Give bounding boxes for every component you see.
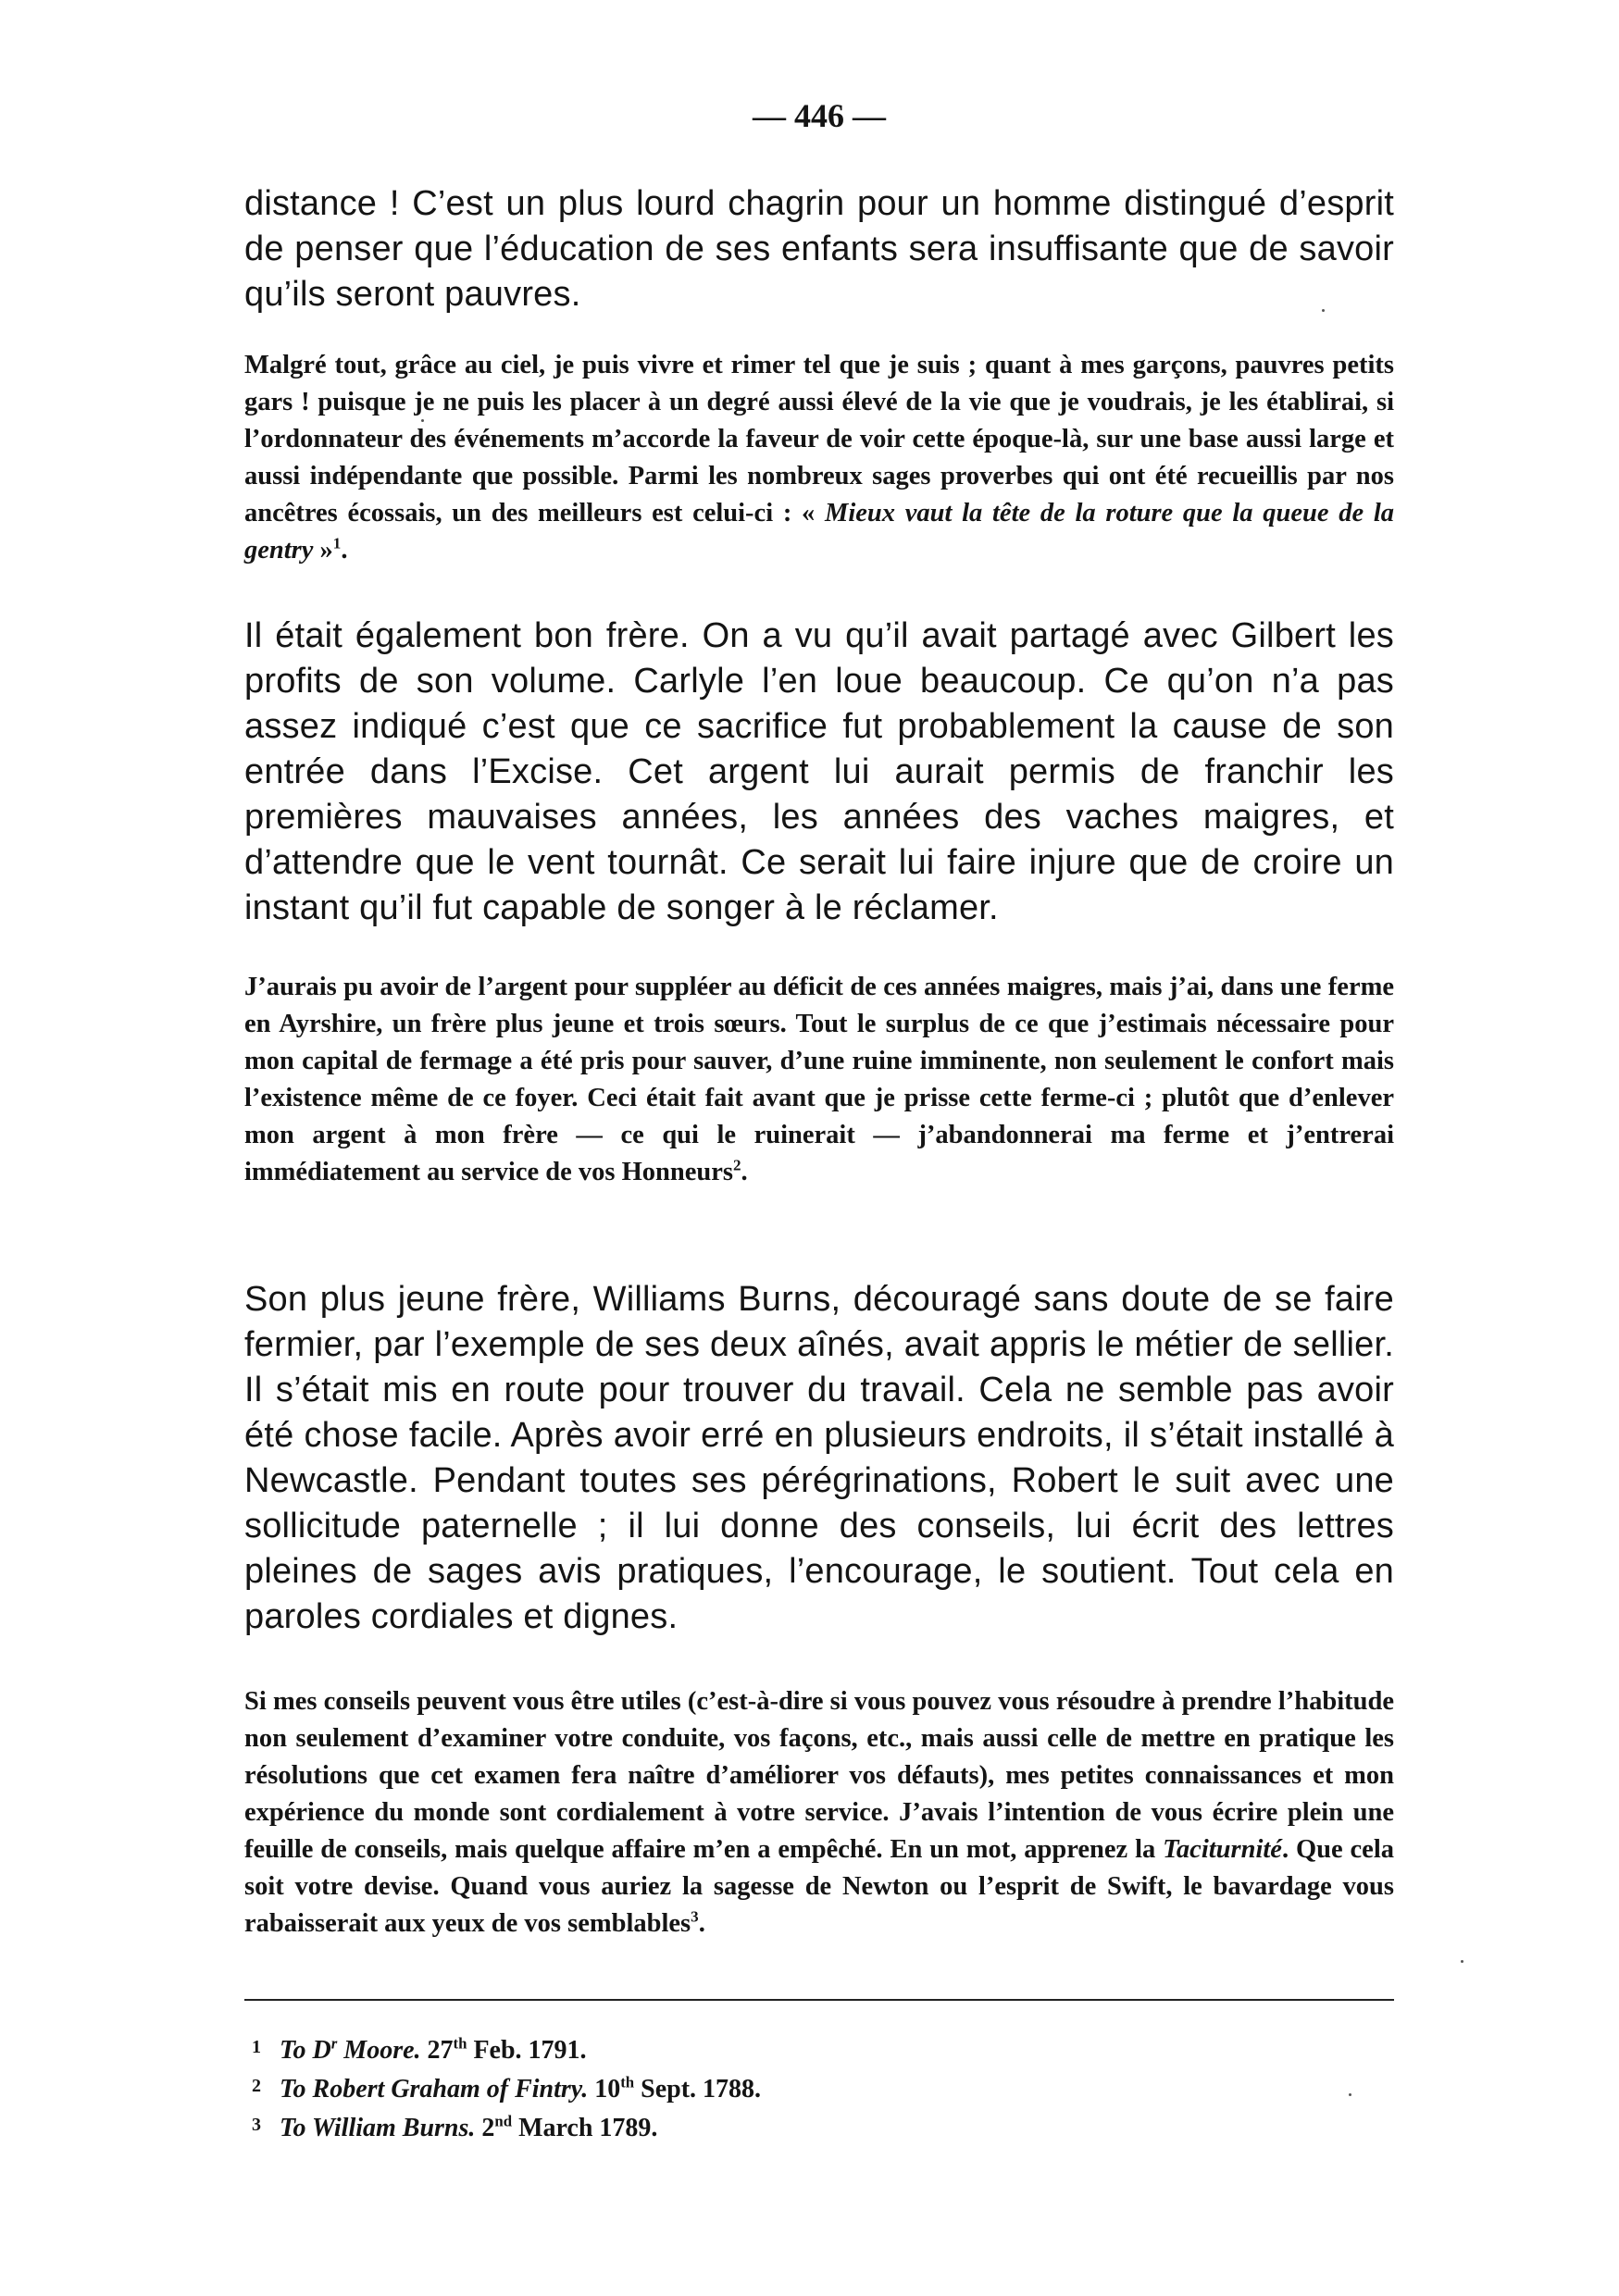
quote-2: [244, 969, 1394, 1191]
scan-speck: [1349, 2093, 1351, 2096]
quote-3: [244, 1683, 1394, 1942]
quote-1-text: Malgré tout, grâce au ciel, je puis vivre et rimer tel que je suis ; quant à mes garçons, pauvres petits gars ! puisque je ne puis les placer à un degré aussi élevé de la vie que je voudrais, je les établirai, si l’ordonnateur des événements m’accorde la faveur de voir cette époque-là, sur une base aussi large et aussi indépendante que possible. Parmi les nombreux sages proverbes qui ont été recueillis par nos ancêtres écossais, un des meilleurs est celui-ci : «: [244, 351, 1394, 527]
footnote-date: 27: [420, 2036, 454, 2065]
footnote-1: 1 To $D^r$ Moore. 27th Feb. 1791.: [252, 2029, 1270, 2068]
footnote-3: 3 To William Burns. 2nd March 1789.: [252, 2107, 1270, 2146]
quote-3-text-2: . Que cela soit votre devise. Quand vous auriez la sagesse de Newton ou l’esprit de Swift, le bavardage vous rabaisserait aux yeux de vos semblables: [244, 1835, 1395, 1938]
footnote-citation: To Robert Graham of Fintry.: [280, 2075, 589, 2104]
scan-speck: [1322, 309, 1325, 312]
footnote-date: 10: [588, 2075, 621, 2104]
quote-1-end: »: [313, 536, 333, 565]
quote-1: [244, 347, 1394, 569]
footnote-number: 3: [252, 2115, 261, 2135]
quote-3-text: Si mes conseils peuvent vous être utiles (c’est-à-dire si vous pouvez vous résoudre à prendre l’habitude non seulement d’examiner votre conduite, vos façons, etc., mais aussi celle de mettre en pratique les résolutions que cet examen fera naître d’améliorer vos défauts), mes petites connaissances et mon expérience du monde sont cordialement à votre service. J’avais l’intention de vous écrire plein une feuille de conseils, mais quelque affaire m’en a empêché. En un mot, apprenez la: [244, 1687, 1394, 1864]
paragraph-2: Il était également bon frère. On a vu qu’il avait partagé avec Gilbert les profits de son volume. Carlyle l’en loue beaucoup. Ce qu’on n’a pas assez indiqué c’est que ce sacrifice fut probablement la cause de son entrée dans l’Excise. Cet argent lui aurait permis de franchir les premières mauvaises années, les années des vaches maigres, et d’attendre que le vent tournât. Ce serait lui faire injure que de croire un instant qu’il fut capable de songer à le réclamer.: [244, 616, 1394, 927]
quote-2-trail: .: [741, 1158, 748, 1186]
footnote-number: 1: [252, 2037, 261, 2057]
quote-1-italic: Mieux vaut la tête de la roture que la queue de la gentry: [244, 499, 1395, 565]
quote-3-trail: .: [698, 1909, 705, 1938]
footnotes: [252, 2029, 1270, 2146]
footnote-number: 2: [252, 2076, 261, 2096]
quote-3-italic: Taciturnité: [1163, 1835, 1282, 1864]
scan-speck: [421, 419, 424, 422]
footnote-ref-2[interactable]: 2: [732, 1156, 741, 1174]
paragraph-3: Son plus jeune frère, Williams Burns, découragé sans doute de se faire fermier, par l’exemple de ses deux aînés, avait appris le métier de sellier. Il s’était mis en route pour trouver du travail. Cela ne semble pas avoir été chose facile. Après avoir erré en plusieurs endroits, il s’était installé à Newcastle. Pendant toutes ses pérégrinations, Robert le suit avec une sollicitude paternelle ; il lui donne des conseils, lui écrit des lettres pleines de sages avis pratiques, l’encourage, le soutient. Tout cela en paroles cordiales et dignes.: [244, 1280, 1394, 1636]
footnote-citation: To William Burns.: [280, 2114, 476, 2142]
scan-speck: [1461, 1960, 1463, 1963]
footnote-ref-1[interactable]: 1: [332, 534, 342, 552]
quote-1-trail: .: [341, 536, 348, 565]
footnote-2: 2 To Robert Graham of Fintry. 10th Sept. 1788.: [252, 2068, 1270, 2107]
footnote-citation: To $D^r$ Moore.: [280, 2034, 421, 2065]
page-number: — 446 —: [753, 97, 886, 134]
paragraph-1: distance ! C’est un plus lourd chagrin pour un homme distingué d’esprit de penser que l’éducation de ses enfants sera insuffisante que de savoir qu’ils seront pauvres.: [244, 184, 1394, 314]
quote-2-text: J’aurais pu avoir de l’argent pour suppléer au déficit de ces années maigres, mais j’ai, dans une ferme en Ayrshire, un frère plus jeune et trois sœurs. Tout le surplus de ce que j’estimais nécessaire pour mon capital de fermage a été pris pour sauver, d’une ruine imminente, non seulement le confort mais l’existence même de ce foyer. Ceci était fait avant que je prisse cette ferme-ci ; plutôt que d’enlever mon argent à mon frère — ce qui le ruinerait — j’abandonnerai ma ferme et j’entrerai immédiatement au service de vos Honneurs: [244, 973, 1394, 1186]
footnote-date: 2: [475, 2114, 495, 2142]
footnote-ref-3[interactable]: 3: [691, 1907, 699, 1926]
footnote-divider: [244, 1999, 1394, 2001]
